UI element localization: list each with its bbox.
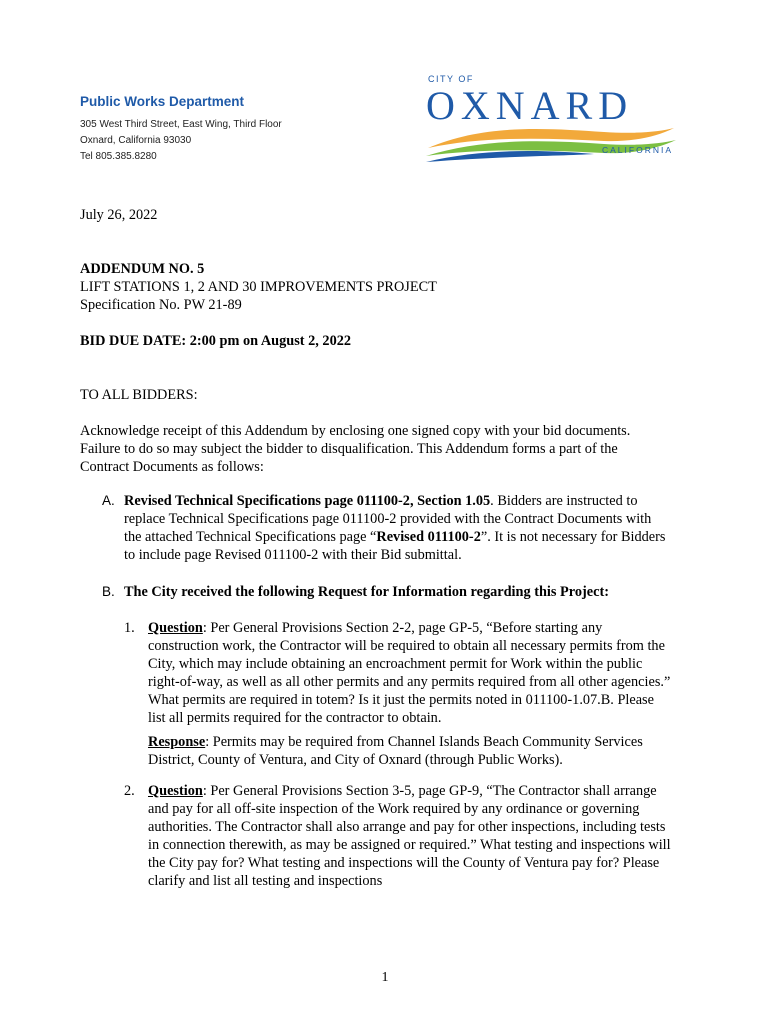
response-1-body: : Permits may be required from Channel Islands Beach Community Services District, County of Ventura, and City of Oxnard (through Public Works). (148, 734, 643, 768)
item-a-text (124, 492, 672, 564)
department-name: Public Works Department (80, 94, 245, 109)
item-a-revised-page: Revised 011100-2 (376, 529, 481, 545)
question-1-label: Question (148, 620, 203, 636)
item-b-text: The City received the following Request for Information regarding this Project: (124, 584, 609, 600)
department-header (80, 94, 282, 165)
project-name: LIFT STATIONS 1, 2 AND 30 IMPROVEMENTS PROJECT (80, 279, 437, 295)
item-a-letter: A. (102, 493, 115, 508)
addendum-title: ADDENDUM NO. 5 (80, 261, 205, 277)
question-2-number: 2. (124, 783, 135, 799)
question-2 (124, 782, 672, 890)
item-a-heading: Revised Technical Specifications page 011100-2, Section 1.05 (124, 493, 491, 509)
question-2-label: Question (148, 783, 203, 799)
address-line-2: Oxnard, California 93030 (80, 135, 192, 146)
logo-california: CALIFORNIA (602, 145, 674, 155)
specification-number: Specification No. PW 21-89 (80, 297, 242, 313)
salutation: TO ALL BIDDERS: (80, 387, 198, 403)
question-1 (124, 619, 672, 769)
question-2-body: : Per General Provisions Section 3-5, page GP-9, “The Contractor shall arrange and pay for all off-site inspection of the Work required by any ordinance or governing authorities. The Contractor shall also arrange and pay for other inspections, including tests in connection therewith, as may be assigned or required.” What testing and inspections will the City pay for? What testing and inspections will the County of Ventura pay for? Please clarify and list all testing and inspections (148, 783, 671, 889)
question-1-number: 1. (124, 620, 135, 636)
response-1 (148, 733, 672, 769)
address-line-1: 305 West Third Street, East Wing, Third Floor (80, 119, 282, 130)
bid-due-date: BID DUE DATE: 2:00 pm on August 2, 2022 (80, 333, 352, 349)
question-1-text (148, 619, 672, 727)
response-1-label: Response (148, 734, 206, 750)
question-1-body: : Per General Provisions Section 2-2, page GP-5, “Before starting any construction work, the Contractor will be required to obtain all necessary permits from the City, which may include obtaining an encroachment permit for Work within the public right-of-way, as well as all other permits and any permits required from all other agencies.” What permits are required in totem? Is it just the permits noted in 011100-1.07.B. Please list all permits required for the contractor to obtain. (148, 620, 671, 726)
item-a-body-2: ”. It is not necessary for Bidders to include page Revised 011100-2 with their Bid submittal. (124, 529, 666, 563)
intro-paragraph: Acknowledge receipt of this Addendum by enclosing one signed copy with your bid documents. Failure to do so may subject the bidder to disqualification. This Addendum forms a part of the Contract Documents as follows: (80, 423, 631, 475)
page-number: 1 (381, 970, 389, 985)
logo-oxnard: OXNARD (426, 83, 634, 128)
item-a (102, 492, 672, 564)
item-b (102, 583, 672, 601)
addendum-block (80, 260, 670, 314)
city-of-oxnard-logo (424, 74, 678, 166)
item-b-letter: B. (102, 584, 115, 599)
phone-number: Tel 805.385.8280 (80, 151, 157, 162)
document-date: July 26, 2022 (80, 207, 158, 223)
item-a-body-1: . Bidders are instructed to replace Technical Specifications page 011100-2 provided with the Contract Documents with the attached Technical Specifications page “ (124, 493, 652, 545)
logo-city-of: CITY OF (428, 74, 474, 84)
question-2-text (148, 782, 672, 890)
